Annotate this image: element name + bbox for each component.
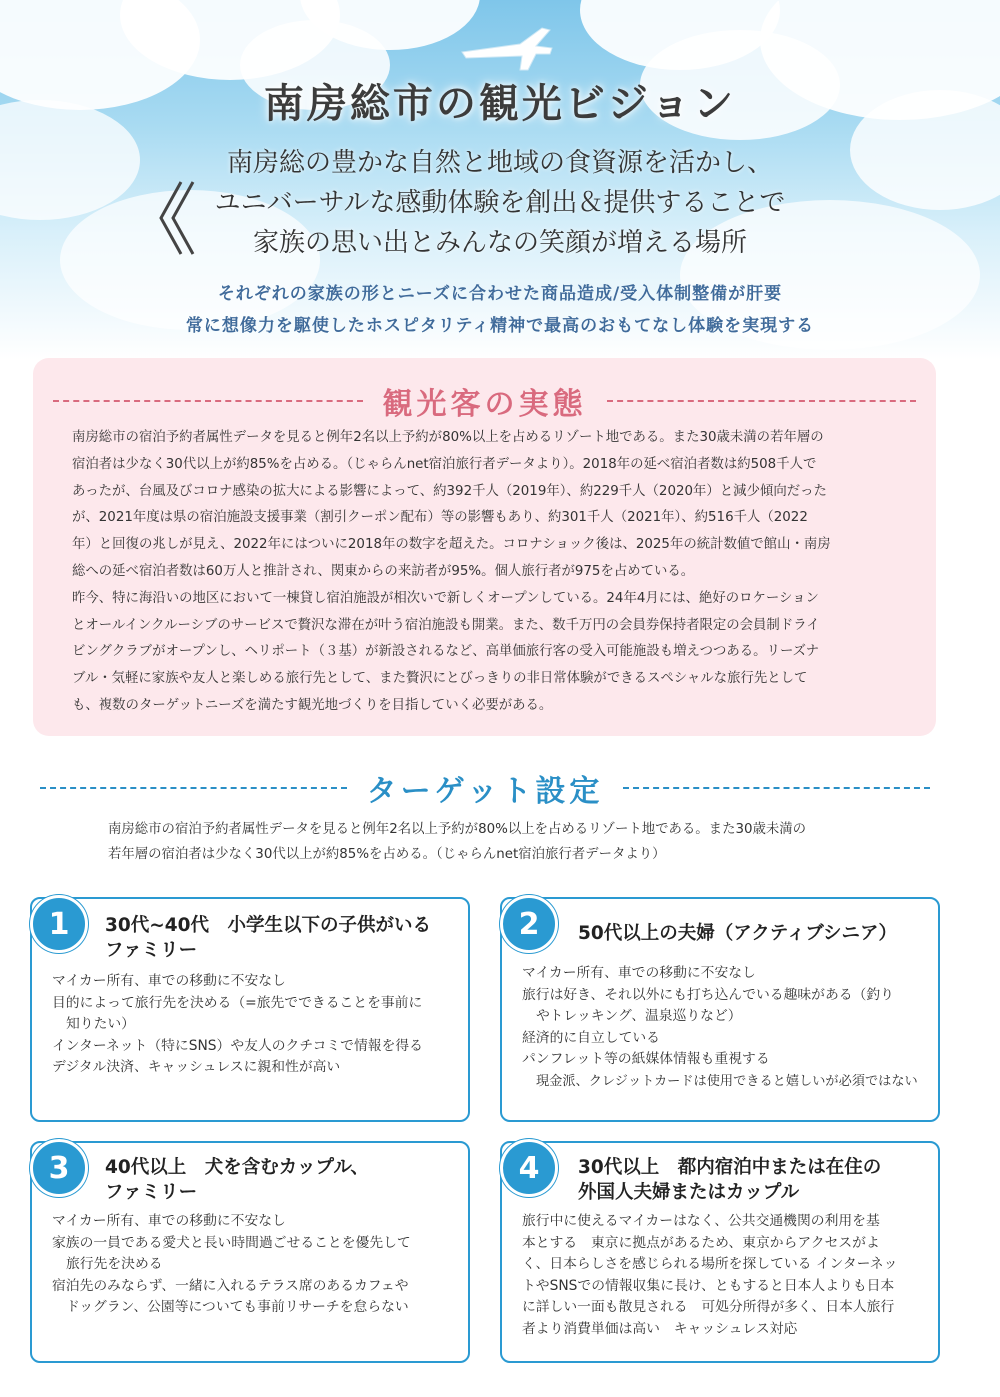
title-line: ファミリー bbox=[105, 1182, 198, 1203]
title-line: 40代以上 犬を含むカップル、 bbox=[105, 1157, 369, 1178]
target-card-2 bbox=[500, 897, 940, 1122]
list-item: マイカー所有、車での移動に不安なし bbox=[522, 965, 756, 981]
list-item: 現金派、クレジットカードは使用できると嬉しいが必須ではない bbox=[536, 1073, 918, 1089]
title-line: 外国人夫婦またはカップル bbox=[578, 1182, 800, 1203]
list-item: 知りたい） bbox=[66, 1016, 135, 1033]
text-line: 宿泊者は少なく30代以上が約85%を占める。（じゃらんnet宿泊旅行者データより）。2018年の延べ宿泊者数は約508千人で bbox=[72, 456, 817, 472]
text-line: 南房総市の宿泊予約者属性データを見ると例年2名以上予約が80%以上を占めるリゾート地である。また30歳未満の bbox=[108, 822, 807, 837]
list-item: 経済的に自立している bbox=[522, 1029, 660, 1046]
visitor-status-text bbox=[72, 425, 912, 720]
text-line: 年）と回復の兆しが見え、2022年にはついに2018年の数字を超えた。コロナショック後は、2025年の統計数値で館山・南房 bbox=[72, 537, 831, 553]
list-item: 家族の一員である愛犬と長い時間過ごせることを優先して bbox=[52, 1234, 411, 1251]
list-item: デジタル決済、キャッシュレスに親和性が高い bbox=[52, 1059, 341, 1076]
list-item: ドッグラン、公園等についても事前リサーチを怠らない bbox=[66, 1299, 409, 1316]
dashed-divider bbox=[53, 400, 363, 402]
list-item: 宿泊先のみならず、一緒に入れるテラス席のあるカフェや bbox=[52, 1277, 409, 1294]
list-item: インターネット（特にSNS）や友人のクチコミで情報を得る bbox=[52, 1037, 423, 1054]
text-line: ビングクラブがオープンし、ヘリポート（３基）が新設されるなど、高単価旅行客の受入可能施設も増えつつある。リーズナ bbox=[72, 644, 820, 660]
list-item: マイカー所有、車での移動に不安なし bbox=[52, 1213, 286, 1229]
dashed-divider bbox=[623, 787, 930, 789]
list-item: 目的によって旅行先を決める（=旅先でできることを事前に bbox=[52, 994, 423, 1011]
text-line: あったが、台風及びコロナ感染の拡大による影響によって、約392千人（2019年）、約229千人（2020年）と減少傾向だった bbox=[72, 483, 827, 499]
list-item: 本とする 東京に拠点があるため、東京からアクセスがよ bbox=[522, 1234, 880, 1251]
target-card-3 bbox=[30, 1141, 470, 1363]
target-number-badge: 2 bbox=[500, 895, 558, 953]
target-card-1 bbox=[30, 897, 470, 1122]
vision-line: ユニバーサルな感動体験を創出＆提供することで bbox=[214, 188, 786, 218]
vision-line: 南房総の豊かな自然と地域の食資源を活かし、 bbox=[226, 148, 773, 178]
target-number-badge: 1 bbox=[30, 895, 88, 953]
list-item: 旅行中に使えるマイカーはなく、公共交通機関の利用を基 bbox=[522, 1213, 880, 1229]
text-line: 南房総市の宿泊予約者属性データを見ると例年2名以上予約が80%以上を占めるリゾート地である。また30歳未満の若年層の bbox=[72, 430, 824, 445]
vision-subtext bbox=[0, 278, 1000, 342]
title-line: 50代以上の夫婦（アクティブシニア） bbox=[578, 923, 897, 944]
target-title bbox=[105, 913, 431, 963]
text-line: 総への延べ宿泊者数は60万人と推計され、関東からの来訪者が95%。個人旅行者が975を占めている。 bbox=[72, 563, 695, 579]
list-item: マイカー所有、車での移動に不安なし bbox=[52, 973, 286, 989]
text-line: 若年層の宿泊者は少なく30代以上が約85%を占める。（じゃらんnet宿泊旅行者データより） bbox=[108, 847, 666, 862]
list-item: く、日本らしさを感じられる場所を探している インターネッ bbox=[522, 1256, 898, 1273]
target-items bbox=[522, 1211, 897, 1341]
title-line: 30代~40代 小学生以下の子供がいる bbox=[105, 915, 431, 936]
list-item: 旅行は好き、それ以外にも打ち込んでいる趣味がある（釣り bbox=[522, 986, 894, 1003]
list-item: やトレッキング、温泉巡りなど） bbox=[536, 1008, 742, 1025]
vision-statement bbox=[140, 143, 860, 263]
target-number-badge: 3 bbox=[30, 1139, 88, 1197]
text-line: も、複数のターゲットニーズを満たす観光地づくりを目指していく必要がある。 bbox=[72, 697, 553, 713]
target-intro-text bbox=[108, 817, 898, 867]
title-line: 30代以上 都内宿泊中または在住の bbox=[578, 1157, 882, 1178]
vision-line: 家族の思い出とみんなの笑顔が増える場所 bbox=[252, 228, 747, 258]
list-item: に詳しい一面も散見される 可処分所得が多く、日本人旅行 bbox=[522, 1299, 895, 1316]
section-heading-visitors bbox=[33, 376, 936, 426]
target-title bbox=[105, 1155, 369, 1205]
title-line: ファミリー bbox=[105, 940, 198, 961]
section-title: 観光客の実態 bbox=[382, 387, 587, 422]
dashed-divider bbox=[607, 400, 917, 402]
text-line: ブル・気軽に家族や友人と楽しめる旅行先として、また贅沢にとびっきりの非日常体験ができるスペシャルな旅行先として bbox=[72, 671, 808, 687]
list-item: トやSNSでの情報収集に長け、ともすると日本人よりも日本 bbox=[522, 1277, 895, 1294]
page-title: 南房総市の観光ビジョン bbox=[263, 81, 737, 127]
list-item: 者より消費単価は高い キャッシュレス対応 bbox=[522, 1320, 798, 1337]
target-items bbox=[52, 1211, 411, 1319]
target-title bbox=[578, 1155, 881, 1205]
list-item: 旅行先を決める bbox=[66, 1256, 163, 1273]
section-heading-targets bbox=[20, 763, 950, 813]
airplane-icon bbox=[458, 18, 554, 76]
target-items bbox=[52, 971, 423, 1079]
sub-line: 常に想像力を駆使したホスピタリティ精神で最高のおもてなし体験を実現する bbox=[185, 316, 815, 336]
text-line: が、2021年度は県の宿泊施設支援事業（割引クーポン配布）等の影響もあり、約301千人（2021年）、約516千人（2022 bbox=[72, 510, 808, 526]
text-line: とオールインクルーシブのサービスで贅沢な滞在が叶う宿泊施設も開業。また、数千万円の会員券保持者限定の会員制ドライ bbox=[72, 617, 820, 633]
text-line: 昨今、特に海沿いの地区において一棟貸し宿泊施設が相次いで新しくオープンしている。24年4月には、絶好のロケーション bbox=[72, 590, 819, 606]
target-card-4 bbox=[500, 1141, 940, 1363]
list-item: パンフレット等の紙媒体情報も重視する bbox=[522, 1051, 770, 1068]
section-title: ターゲット設定 bbox=[366, 774, 604, 809]
target-items bbox=[522, 963, 918, 1093]
target-number-badge: 4 bbox=[500, 1139, 558, 1197]
dashed-divider bbox=[40, 787, 347, 789]
target-title bbox=[578, 921, 897, 946]
sub-line: それぞれの家族の形とニーズに合わせた商品造成/受入体制整備が肝要 bbox=[217, 284, 783, 304]
